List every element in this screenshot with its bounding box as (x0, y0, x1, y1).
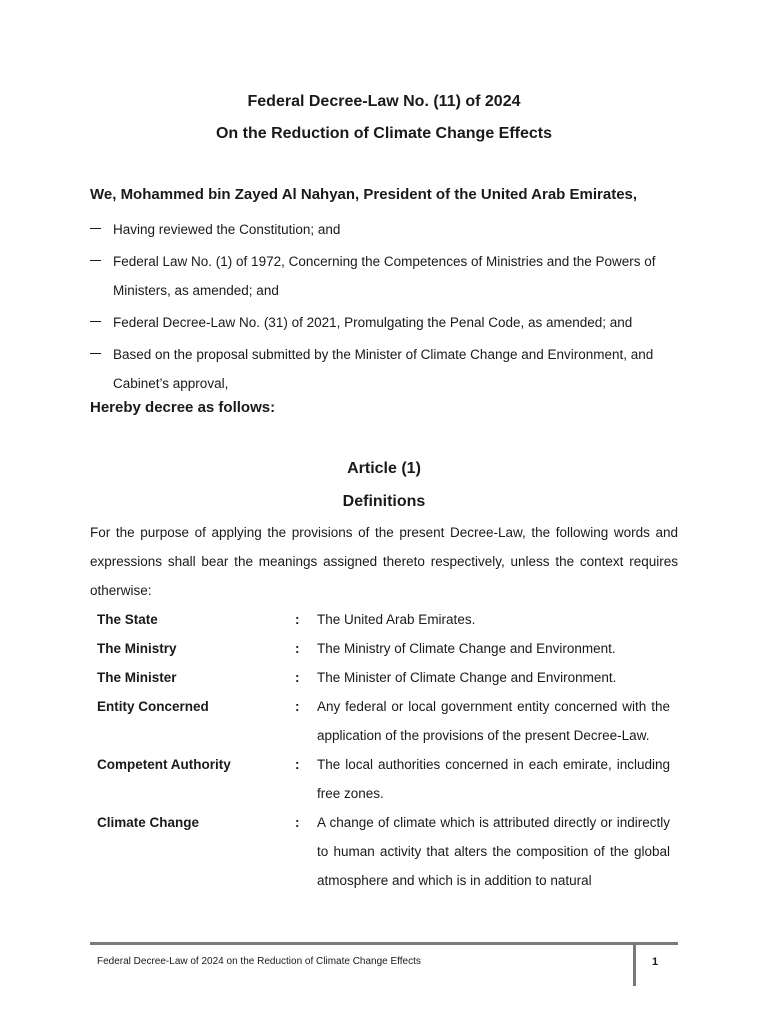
definition-colon: : (295, 815, 300, 830)
definition-text: Any federal or local government entity concerned with the application of the provisions of the present Decree-Law. (317, 699, 670, 743)
definition-term: Competent Authority (97, 757, 231, 772)
decree-subtitle: On the Reduction of Climate Change Effects (215, 125, 553, 142)
definition-text: A change of climate which is attributed directly or indirectly to human activity that alters the composition of the global atmosphere and which is in addition to natural (317, 815, 670, 888)
definitions-table (97, 605, 672, 895)
definition-row (97, 692, 672, 750)
dash-icon (90, 228, 101, 229)
footer-divider (90, 942, 678, 945)
definition-colon: : (295, 699, 300, 714)
page-number: 1 (651, 956, 659, 968)
definition-text: The local authorities concerned in each emirate, including free zones. (317, 757, 670, 801)
definition-term: The Ministry (97, 641, 177, 656)
definition-term: The State (97, 612, 158, 627)
list-item: Having reviewed the Constitution; and (90, 215, 680, 244)
footer-vertical-divider (633, 942, 636, 986)
definition-term: Climate Change (97, 815, 200, 830)
list-item: Federal Law No. (1) of 1972, Concerning the Competences of Ministries and the Powers of Ministers, as amended; and (90, 247, 680, 305)
definition-colon: : (295, 612, 300, 627)
article-intro: For the purpose of applying the provisions of the present Decree-Law, the following words and expressions shall bear the meanings assigned thereto respectively, unless the context requires otherwise: (90, 525, 678, 598)
definition-row (97, 663, 672, 692)
definition-text: The Minister of Climate Change and Environment. (317, 670, 617, 685)
list-item: Based on the proposal submitted by the Minister of Climate Change and Environment, and Cabinet’s approval, (90, 340, 680, 398)
definition-text: The Ministry of Climate Change and Environment. (317, 641, 616, 656)
definition-colon: : (295, 641, 300, 656)
definition-text: The United Arab Emirates. (317, 612, 476, 627)
article-number: Article (1) (347, 460, 421, 477)
decree-heading: Hereby decree as follows: (90, 399, 276, 416)
preamble-heading: We, Mohammed bin Zayed Al Nahyan, President of the United Arab Emirates, (90, 186, 638, 203)
definition-row (97, 750, 672, 808)
list-item: Federal Decree-Law No. (31) of 2021, Promulgating the Penal Code, as amended; and (90, 308, 680, 337)
dash-icon (90, 260, 101, 261)
article-title: Definitions (342, 493, 426, 510)
definition-colon: : (295, 757, 300, 772)
dash-icon (90, 321, 101, 322)
definition-row (97, 605, 672, 634)
recitals-list (90, 215, 680, 401)
definition-row (97, 634, 672, 663)
definition-row (97, 808, 672, 895)
dash-icon (90, 353, 101, 354)
footer-title: Federal Decree-Law of 2024 on the Reduction of Climate Change Effects (97, 956, 421, 967)
definition-colon: : (295, 670, 300, 685)
definition-term: The Minister (97, 670, 177, 685)
definition-term: Entity Concerned (97, 699, 209, 714)
decree-title: Federal Decree-Law No. (11) of 2024 (247, 93, 521, 110)
